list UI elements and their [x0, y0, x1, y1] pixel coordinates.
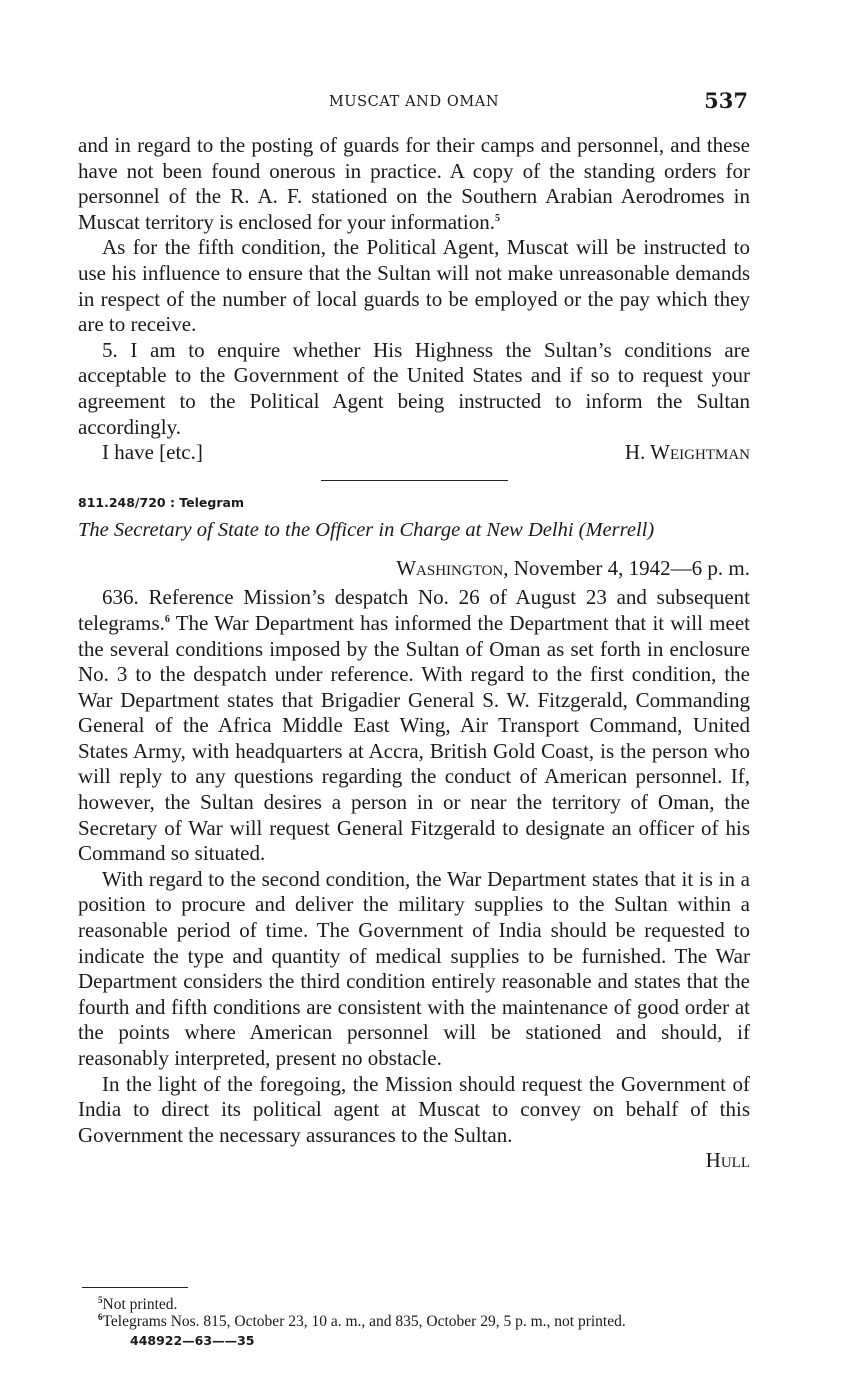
signature: Hull [705, 1148, 750, 1173]
continuation-paragraph: As for the fifth condition, the Political Agent, Muscat will be instructed to use his influence to ensure that the Sultan will not make unreasonable demands in respect of the number of local guards to be employed or the pay which they are to receive. [78, 235, 750, 337]
document-title [78, 517, 750, 543]
body-paragraph: In the light of the foregoing, the Mission should request the Government of India to direct its political agent at Muscat to convey on behalf of this Government the necessary assurances to the Sultan. [78, 1071, 750, 1147]
paragraph-text: The War Department has informed the Department that it will meet the several conditions imposed by the Sultan of Oman as set forth in enclosure No. 3 to the despatch under reference. With regard to the first condition, the War Department states that Brigadier General S. W. Fitzgerald, Commanding General of the Africa Middle East Wing, Air Transport Command, United States Army, with headquarters at Accra, British Gold Coast, is the person who will reply to any questions regarding the conduct of American personnel. If, however, the Sultan desires a person in or near the territory of Oman, the Secretary of War will request General Fitzgerald to designate an officer of his Command so situated. [78, 610, 750, 866]
footnote-text: Not printed. [102, 1296, 178, 1313]
body-paragraph: With regard to the second condition, the War Department states that it is in a position to procure and deliver the military supplies to the Sultan within a reasonable period of time. The Government of India should be requested to indicate the type and quantity of medical supplies to be furnished. The War Department considers the third condition entirely reasonable and states that the fourth and fifth conditions are consistent with the maintenance of good order at the points where American personnel will be stationed and should, if reasonably interpreted, present no obstacle. [78, 866, 750, 1070]
running-header [78, 90, 750, 120]
dateline-place: Washington [396, 555, 504, 580]
document-title-text: The Secretary of State to the Officer in Charge at New Delhi [78, 518, 574, 541]
page-number: 537 [704, 88, 748, 113]
continuation-paragraph [78, 133, 750, 235]
page-body [78, 133, 750, 1174]
continuation-paragraph: 5. I am to enquire whether His Highness the Sultan’s conditions are acceptable to the Government of the United States and if so to request your agreement to the Political Agent being instructed to inform the Sultan accordingly. [78, 337, 750, 439]
paragraph-text: and in regard to the posting of guards for their camps and personnel, and these have not been found onerous in practice. A copy of the standing orders for personnel of the R. A. F. stationed on the Southern Arabian Aerodromes in Muscat territory is enclosed for your information. [78, 133, 750, 234]
footnote-ref: 6 [164, 613, 170, 625]
footnote [78, 1296, 750, 1313]
footnote-ref: 5 [494, 212, 500, 224]
footnote-text: Telegrams Nos. 815, October 23, 10 a. m., and 835, October 29, 5 p. m., not printed. [102, 1313, 626, 1330]
dateline-date: , November 4, 1942—6 p. m. [503, 555, 750, 580]
print-code: 448922—63——35 [130, 1333, 255, 1348]
running-title: MUSCAT AND OMAN [328, 94, 500, 110]
paragraph-text: 636. Reference Mission’s despatch No. 26 of August 23 and subsequent telegrams. [78, 585, 750, 635]
file-number: 811.248/720 : Telegram [78, 494, 244, 510]
footnote-divider [82, 1287, 188, 1288]
footnotes [78, 1296, 750, 1349]
section-divider [321, 480, 508, 481]
dateline [78, 556, 750, 582]
footnote [78, 1313, 750, 1330]
body-paragraph [78, 585, 750, 867]
footnote-mark: 6 [98, 1311, 103, 1322]
signature: H. Weightman [624, 440, 750, 465]
closing-row [78, 440, 750, 466]
document-title-person: (Merrell) [578, 518, 655, 541]
closing-text: I have [etc.] [102, 440, 203, 465]
footnote-mark: 5 [98, 1294, 103, 1305]
